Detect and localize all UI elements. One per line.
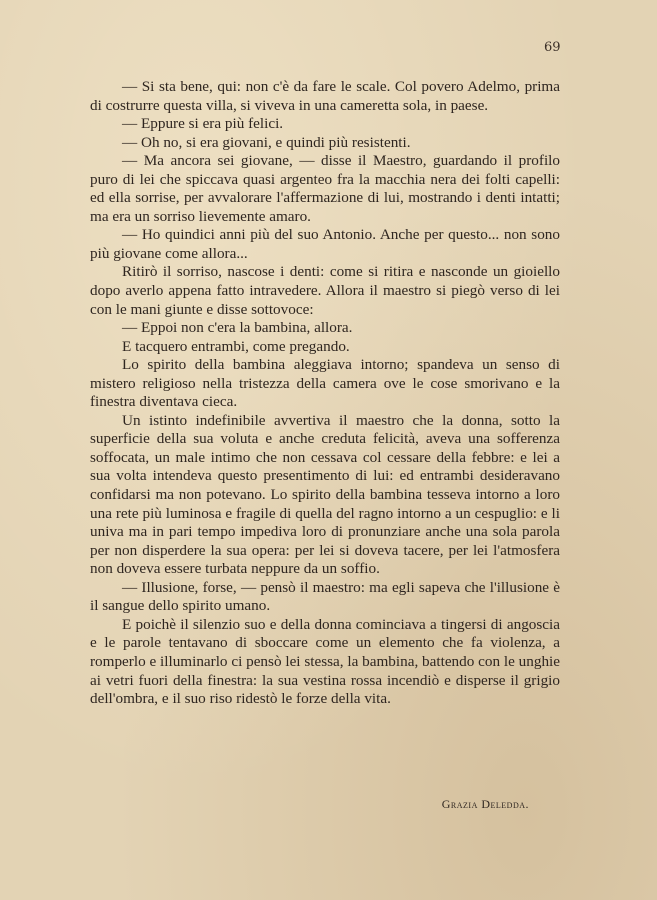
paragraph: E tacquero entrambi, come pregando. [122, 337, 350, 355]
paragraph: Ritirò il sorriso, nascose i denti: come si ritira e nasconde un gioiello dopo averlo appena fatto intravedere. Allora il maestro si piegò verso di lei con le mani giunte e disse sottovoce: [90, 263, 560, 318]
paragraph: E poichè il silenzio suo e della donna cominciava a tingersi di angoscia e le parole tentavano di sboccare come un elemento che fa violenza, a romperlo e illuminarlo ci pensò lei stessa, la bambina, battendo con le unghie ai vetri fuori della finestra: la sua vestina rossa incendiò e disperse il grigio dell'ombra, e il suo riso ridestò le forze della vita. [90, 615, 560, 708]
paragraph: — Illusione, forse, — pensò il maestro: ma egli sapeva che l'illusione è il sangue dello spirito umano. [90, 578, 560, 615]
paragraph: — Ma ancora sei giovane, — disse il Maestro, guardando il profilo puro di lei che spiccava quasi argenteo fra la macchia nera dei folti capelli: ed ella sorrise, per avvalorare l'affermazione di lui, mostrando i denti intatti; ma era un sorriso lievemente amaro. [90, 152, 560, 225]
paragraph: — Eppoi non c'era la bambina, allora. [122, 319, 353, 337]
paragraph: — Si sta bene, qui: non c'è da fare le scale. Col povero Adelmo, prima di costrurre questa villa, si viveva in una cameretta sola, in paese. [90, 78, 560, 114]
page-number: 69 [544, 40, 561, 55]
paragraph: Lo spirito della bambina aleggiava intorno; spandeva un senso di mistero religioso nella tristezza della camera ove le cose smorivano e la finestra diventava cieca. [90, 356, 560, 411]
story-text [90, 78, 560, 709]
paragraph: Un istinto indefinibile avvertiva il maestro che la donna, sotto la superficie della sua voluta e anche creduta felicità, aveva una sofferenza soffocata, un male intimo che non cessava col cessare della febbre: e lei a sua volta intendeva questo presentimento di lui: ed entrambi desideravano confidarsi ma non potevano. Lo spirito della bambina tesseva intorno a loro una rete più luminosa e fragile di quella del ragno intorno a un cespuglio: e li univa ma in pari tempo impediva loro di pronunziare anche una sola parola per non disperdere la sua opera: per lei si doveva tacere, per lei l'atmosfera non doveva essere turbata neppure da un soffio. [90, 411, 560, 578]
author-signature: Grazia Deledda. [441, 797, 529, 811]
paragraph: — Eppure si era più felici. [122, 115, 284, 133]
paragraph: — Oh no, si era giovani, e quindi più resistenti. [122, 133, 411, 151]
paragraph: — Ho quindici anni più del suo Antonio. Anche per questo... non sono più giovane come allora... [90, 226, 560, 262]
